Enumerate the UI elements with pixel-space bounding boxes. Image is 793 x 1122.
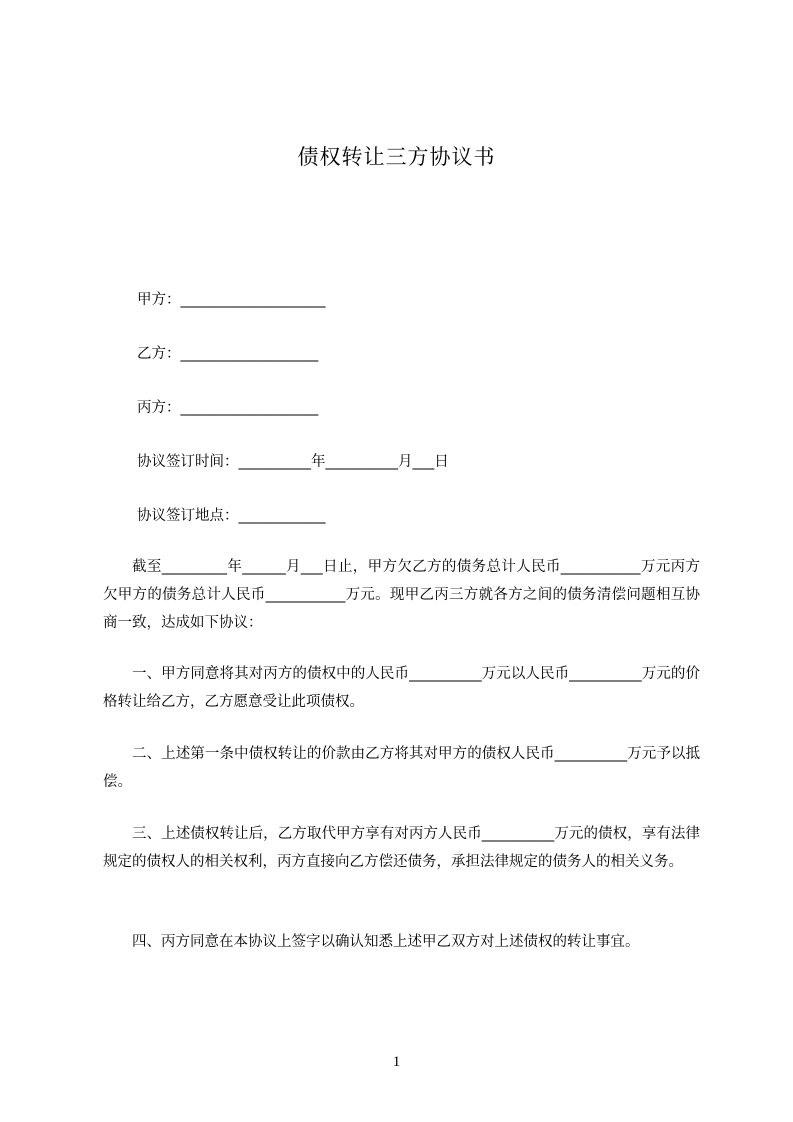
sign-time-year-blank: __________	[238, 454, 311, 470]
clause-1-paragraph: 一、甲方同意将其对丙方的债权中的人民币__________万元以人民币__________万元的价格转让给乙方，乙方愿意受让此项债权。	[103, 666, 700, 710]
party-c-line	[137, 398, 318, 418]
party-b-label: 乙方：	[137, 346, 181, 362]
sign-time-day: 日	[434, 454, 449, 470]
sign-time-day-blank: ___	[412, 454, 435, 470]
sign-place-label: 协议签订地点：	[137, 508, 239, 524]
party-a-blank: ____________________	[180, 292, 326, 308]
sign-time-label: 协议签订时间：	[137, 454, 239, 470]
party-c-blank: ___________________	[180, 400, 319, 416]
clause-3-paragraph: 三、上述债权转让后，乙方取代甲方享有对丙方人民币__________万元的债权，享有法律规定的债权人的相关权利，丙方直接向乙方偿还债务，承担法律规定的债务人的相关义务。	[103, 826, 700, 870]
page-number: 1	[392, 1054, 401, 1070]
sign-time-year: 年	[311, 454, 326, 470]
party-b-blank: ___________________	[180, 346, 319, 362]
party-a-label: 甲方：	[137, 292, 181, 308]
party-c-label: 丙方：	[137, 400, 181, 416]
sign-time-line	[137, 452, 449, 472]
sign-place-blank: ____________	[238, 508, 326, 524]
preamble-paragraph: 截至_________年______月___日止，甲方欠乙方的债务总计人民币___________万元丙方欠甲方的债务总计人民币___________万元。现甲乙丙三方就各方之间的债务清偿问题相互协商一致，达成如下协议：	[103, 559, 700, 631]
sign-time-month: 月	[398, 454, 413, 470]
party-a-line	[137, 290, 326, 310]
clause-4-paragraph: 四、丙方同意在本协议上签字以确认知悉上述甲乙双方对上述债权的转让事宜。	[132, 934, 640, 950]
sign-time-month-blank: __________	[325, 454, 398, 470]
clause-2-paragraph: 二、上述第一条中债权转让的价款由乙方将其对甲方的债权人民币__________万元予以抵偿。	[103, 746, 700, 790]
document-title: 债权转让三方协议书	[297, 145, 496, 169]
party-b-line	[137, 344, 318, 364]
sign-place-line	[137, 506, 326, 526]
